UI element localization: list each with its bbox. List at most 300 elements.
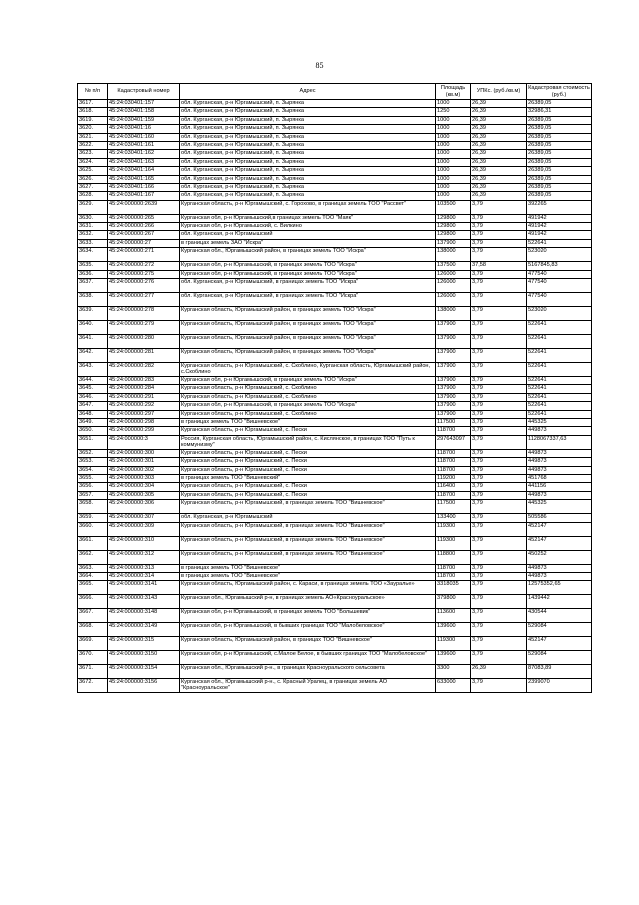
area: 118700 [436,466,471,474]
row-number: 3620. [78,125,108,133]
table-row [78,522,592,536]
cadastral-number: 45:24:000000:3150 [108,651,180,665]
area: 1250 [436,108,471,116]
row-number: 3639. [78,307,108,321]
address: Курганская область, р-н Юргамышский, в границах земель ТОО "Вишневское" [180,536,436,550]
row-number: 3668. [78,623,108,637]
area: 137900 [436,239,471,247]
table-row [78,595,592,609]
address: обл. Курганская, р-н Юргамышский, п. Зырянка [180,100,436,108]
table-row [78,564,592,572]
area: 119200 [436,474,471,482]
cadastral-number: 45:24:000000:272 [108,262,180,270]
specific-value: 3,79 [471,623,527,637]
area: 118700 [436,427,471,435]
area: 116400 [436,483,471,491]
row-number: 3634. [78,248,108,262]
area: 118700 [436,458,471,466]
cadastral-value: 522641 [527,402,592,410]
cadastral-number: 45:24:030401:164 [108,167,180,175]
address: в границах земель ТОО "Вишневское" [180,564,436,572]
row-number: 3672. [78,679,108,693]
specific-value: 26,39 [471,141,527,149]
cadastral-value: 26389,05 [527,125,592,133]
address: Курганская обл, р-н Юргамышский, с. Вилкино [180,223,436,231]
specific-value: 3,79 [471,385,527,393]
header-cadastral-value: Кадастровая стоимость (руб.) [528,85,590,98]
area: 3300 [436,665,471,679]
cadastral-value: 445325 [527,500,592,514]
address: Курганская обл, р-н Юргамышский, в бывших границах ТОО "Малобеловское" [180,623,436,637]
cadastral-number: 45:24:000000:3156 [108,679,180,693]
area: 1000 [436,167,471,175]
table-row [78,133,592,141]
address: Курганская область, р-н Юргамышский, в границах земель ТОО "Вишневское" [180,500,436,514]
specific-value: 26,39 [471,192,527,200]
specific-value: 3,79 [471,449,527,457]
cadastral-number: 45:24:030401:159 [108,116,180,124]
address: Курганская область, р-н Юргамышский, с. Горохово, в границах земель ТОО "Рассвет" [180,200,436,214]
cadastral-value: 522641 [527,385,592,393]
address: обл. Курганская, р-н Юргамышский, в границах земель ТОО "Искра" [180,293,436,307]
row-number: 3618. [78,108,108,116]
specific-value: 3,79 [471,491,527,499]
cadastral-number: 45:24:000000:3148 [108,609,180,623]
table-row [78,349,592,363]
table-row [78,637,592,651]
cadastral-number: 45:24:030401:161 [108,141,180,149]
row-number: 3648. [78,410,108,418]
cadastral-value: 491942 [527,223,592,231]
cadastral-number: 45:24:030401:163 [108,158,180,166]
cadastral-number: 45:24:000000:306 [108,500,180,514]
table-row [78,435,592,449]
specific-value: 3,79 [471,200,527,214]
area: 138000 [436,307,471,321]
address: Курганская обл, р-н Юргамышский, в границах земель ТОО "Искра" [180,402,436,410]
row-number: 3650. [78,427,108,435]
row-number: 3633. [78,239,108,247]
specific-value: 3,79 [471,214,527,222]
address: обл. Курганская, р-н Юргамышский, в границах земель ТОО "Искра" [180,279,436,293]
address: в границах земель ТОО "Вишневское" [180,418,436,426]
cadastral-number: 45:24:000000:299 [108,427,180,435]
address: Курганская область, р-н Юргамышский, с. Пески [180,427,436,435]
specific-value: 3,79 [471,564,527,572]
row-number: 3649. [78,418,108,426]
area: 117500 [436,418,471,426]
specific-value: 3,79 [471,223,527,231]
specific-value: 3,79 [471,418,527,426]
cadastral-value: 430544 [527,609,592,623]
cadastral-value: 392265 [527,200,592,214]
row-number: 3642. [78,349,108,363]
address: Курганская область, Юргамышский район, в границах земель ТОО "Искра" [180,307,436,321]
cadastral-value: 523020 [527,307,592,321]
address: обл. Курганская, р-н Юргамышский, п. Зырянка [180,141,436,149]
address: обл. Курганская, р-н Юргамышский [180,514,436,522]
table-row [78,483,592,491]
cadastral-value: 26389,05 [527,116,592,124]
specific-value: 3,79 [471,500,527,514]
address: Курганская область, р-н Юргамышский, с. Пески [180,458,436,466]
row-number: 3665. [78,581,108,595]
specific-value: 3,79 [471,483,527,491]
cadastral-value: 522641 [527,377,592,385]
header-cadastral-number: Кадастровый номер [108,84,180,100]
table-row [78,474,592,482]
row-number: 3628. [78,192,108,200]
cadastral-number: 45:24:030401:166 [108,183,180,191]
cadastral-value: 26389,05 [527,150,592,158]
cadastral-number: 45:24:000000:283 [108,377,180,385]
cadastral-value: 87083,89 [527,665,592,679]
cadastral-value: 477540 [527,279,592,293]
row-number: 3646. [78,393,108,401]
cadastral-number: 45:24:000000:309 [108,522,180,536]
page-number: 85 [315,61,324,70]
cadastral-number: 45:24:030401:160 [108,133,180,141]
row-number: 3661. [78,536,108,550]
address: Курганская обл, р-н Юргамышский,в границах земель ТОО "Маяк" [180,214,436,222]
area: 1000 [436,125,471,133]
cadastral-value: 12575352,65 [527,581,592,595]
area: 1000 [436,192,471,200]
cadastral-value: 26389,05 [527,167,592,175]
table-row [78,239,592,247]
specific-value: 3,79 [471,550,527,564]
address: Курганская обл., Юргамышский р-н, в границах земель АО«Красноуральское» [180,595,436,609]
row-number: 3666. [78,595,108,609]
area: 379800 [436,595,471,609]
cadastral-number: 45:24:000000:27 [108,239,180,247]
cadastral-value: 449873 [527,449,592,457]
specific-value: 3,79 [471,335,527,349]
cadastral-number: 45:24:000000:284 [108,385,180,393]
cadastral-value: 477540 [527,270,592,278]
address: Курганская область, р-н Юргамышский, в границах земель ТОО "Вишневское" [180,550,436,564]
area: 1000 [436,158,471,166]
cadastral-value: 26389,05 [527,158,592,166]
cadastral-number: 45:24:000000:280 [108,335,180,349]
area: 297643097 [436,435,471,449]
specific-value: 3,79 [471,435,527,449]
specific-value: 37,58 [471,262,527,270]
cadastral-value: 452147 [527,637,592,651]
address: обл. Курганская, р-н Юргамышский, п. Зырянка [180,192,436,200]
cadastral-value: 452147 [527,536,592,550]
area: 137900 [436,393,471,401]
area: 119300 [436,637,471,651]
area: 1000 [436,133,471,141]
row-number: 3631. [78,223,108,231]
table-row [78,363,592,377]
row-number: 3637. [78,279,108,293]
specific-value: 26,39 [471,133,527,141]
address: Курганская область, р-н Юргамышский, с. Пески [180,483,436,491]
table-row [78,514,592,522]
cadastral-value: 26389,05 [527,141,592,149]
table-row [78,192,592,200]
area: 118700 [436,491,471,499]
table-row [78,141,592,149]
cadastral-value: 26389,05 [527,100,592,108]
table-row [78,231,592,239]
specific-value: 3,79 [471,363,527,377]
area: 129800 [436,231,471,239]
cadastral-value: 449873 [527,564,592,572]
specific-value: 26,39 [471,665,527,679]
area: 1000 [436,100,471,108]
row-number: 3671. [78,665,108,679]
address: Курганская область, р-н Юргамышский, с. Скоблино [180,385,436,393]
cadastral-registry-table [77,83,592,693]
specific-value: 3,79 [471,536,527,550]
cadastral-number: 45:24:000000:307 [108,514,180,522]
row-number: 3630. [78,214,108,222]
row-number: 3669. [78,637,108,651]
table-row [78,402,592,410]
address: обл. Курганская, р-н Юргамышский, п. Зырянка [180,125,436,133]
row-number: 3653. [78,458,108,466]
cadastral-number: 45:24:000000:305 [108,491,180,499]
cadastral-value: 491942 [527,231,592,239]
cadastral-number: 45:24:000000:3149 [108,623,180,637]
table-row [78,125,592,133]
address: обл. Курганская, р-н Юргамышский, п. Зырянка [180,167,436,175]
row-number: 3636. [78,270,108,278]
row-number: 3617. [78,100,108,108]
specific-value: 3,79 [471,321,527,335]
specific-value: 3,79 [471,248,527,262]
table-row [78,321,592,335]
row-number: 3664. [78,572,108,580]
specific-value: 3,79 [471,307,527,321]
cadastral-number: 45:24:000000:297 [108,410,180,418]
table-row [78,377,592,385]
specific-value: 3,79 [471,402,527,410]
table-row [78,449,592,457]
cadastral-number: 45:24:000000:304 [108,483,180,491]
cadastral-value: 522641 [527,321,592,335]
cadastral-number: 45:24:000000:312 [108,550,180,564]
row-number: 3660. [78,522,108,536]
specific-value: 3,79 [471,293,527,307]
cadastral-value: 523020 [527,248,592,262]
address: Курганская область, Юргамышский район, в границах земель ТОО "Искра" [180,349,436,363]
cadastral-value: 522641 [527,349,592,363]
address: в границах земель ТОО "Вишневское" [180,572,436,580]
cadastral-number: 45:24:000000:266 [108,223,180,231]
area: 118700 [436,564,471,572]
area: 118700 [436,449,471,457]
row-number: 3623. [78,150,108,158]
table-row [78,665,592,679]
cadastral-number: 45:24:000000:298 [108,418,180,426]
area: 137900 [436,410,471,418]
area: 1000 [436,116,471,124]
area: 129800 [436,214,471,222]
specific-value: 26,39 [471,116,527,124]
cadastral-number: 45:24:030401:157 [108,100,180,108]
cadastral-value: 449873 [527,572,592,580]
row-number: 3635. [78,262,108,270]
cadastral-value: 26389,05 [527,183,592,191]
area: 126000 [436,279,471,293]
cadastral-number: 45:24:030401:165 [108,175,180,183]
specific-value: 3,79 [471,572,527,580]
address: Курганская область, Юргамышский район, в границах ТОО "Вишневское" [180,637,436,651]
address: обл. Курганская, р-н Юргамышский, п. Зырянка [180,158,436,166]
row-number: 3659. [78,514,108,522]
table-row [78,500,592,514]
address: обл. Курганская, р-н Юргамышский, п. Зырянка [180,108,436,116]
row-number: 3627. [78,183,108,191]
area: 137900 [436,321,471,335]
area: 126000 [436,270,471,278]
row-number: 3663. [78,564,108,572]
area: 1000 [436,141,471,149]
cadastral-value: 445325 [527,418,592,426]
area: 137500 [436,262,471,270]
area: 137900 [436,349,471,363]
cadastral-value: 522641 [527,410,592,418]
cadastral-value: 450252 [527,550,592,564]
row-number: 3622. [78,141,108,149]
header-area: Площадь (кв.м) [436,84,471,100]
cadastral-number: 45:24:030401:16 [108,125,180,133]
cadastral-number: 45:24:000000:267 [108,231,180,239]
address: Курганская область, р-н Юргамышский, в границах земель ТОО "Вишневское" [180,522,436,536]
table-row [78,536,592,550]
specific-value: 26,39 [471,167,527,175]
area: 118700 [436,572,471,580]
cadastral-number: 45:24:030401:162 [108,150,180,158]
specific-value: 26,39 [471,158,527,166]
cadastral-number: 45:24:000000:314 [108,572,180,580]
cadastral-number: 45:24:000000:271 [108,248,180,262]
row-number: 3641. [78,335,108,349]
table-row [78,427,592,435]
cadastral-number: 45:24:000000:315 [108,637,180,651]
table-row [78,307,592,321]
row-number: 3662. [78,550,108,564]
cadastral-value: 26389,05 [527,192,592,200]
specific-value: 3,79 [471,349,527,363]
cadastral-number: 45:24:000000:3141 [108,581,180,595]
cadastral-number: 45:24:000000:2639 [108,200,180,214]
cadastral-value: 1128067337,63 [527,435,592,449]
area: 139600 [436,623,471,637]
area: 126000 [436,293,471,307]
table-row [78,550,592,564]
address: Курганская область, р-н Юргамышский, с. Пески [180,491,436,499]
row-number: 3644. [78,377,108,385]
address: Курганская область, р-н Юргамышский, с. Пески [180,466,436,474]
row-number: 3647. [78,402,108,410]
table-row [78,279,592,293]
row-number: 3651. [78,435,108,449]
table-row [78,150,592,158]
table-row [78,270,592,278]
address: Курганская область, р-н Юргамышский, с. Скоблино, Курганская область, Юргамышский район, с.Скоблино [180,363,436,377]
cadastral-value: 522641 [527,239,592,247]
cadastral-number: 45:24:000000:279 [108,321,180,335]
specific-value: 3,79 [471,410,527,418]
cadastral-number: 45:24:030401:167 [108,192,180,200]
row-number: 3624. [78,158,108,166]
table-row [78,183,592,191]
row-number: 3670. [78,651,108,665]
area: 103500 [436,200,471,214]
area: 133400 [436,514,471,522]
cadastral-number: 45:24:000000:313 [108,564,180,572]
cadastral-value: 449873 [527,466,592,474]
table-row [78,116,592,124]
specific-value: 3,79 [471,637,527,651]
cadastral-number: 45:24:000000:310 [108,536,180,550]
row-number: 3667. [78,609,108,623]
address: Курганская обл., Юргамышский район, в границах земель ТОО "Искра" [180,248,436,262]
specific-value: 3,79 [471,231,527,239]
table-row [78,167,592,175]
specific-value: 26,39 [471,125,527,133]
cadastral-number: 45:24:000000:277 [108,293,180,307]
cadastral-value: 1439442 [527,595,592,609]
specific-value: 3,79 [471,427,527,435]
cadastral-number: 45:24:000000:275 [108,270,180,278]
specific-value: 3,79 [471,458,527,466]
specific-value: 26,39 [471,150,527,158]
row-number: 3625. [78,167,108,175]
table-row [78,410,592,418]
table-row [78,418,592,426]
cadastral-value: 449873 [527,491,592,499]
area: 137900 [436,402,471,410]
address: Курганская область, Юргамышский район, в границах земель ТОО "Искра" [180,321,436,335]
table-row [78,200,592,214]
cadastral-value: 477540 [527,293,592,307]
row-number: 3656. [78,483,108,491]
area: 138000 [436,248,471,262]
specific-value: 26,39 [471,183,527,191]
area: 1000 [436,183,471,191]
table-row [78,108,592,116]
cadastral-value: 529084 [527,651,592,665]
area: 137900 [436,335,471,349]
table-row [78,393,592,401]
specific-value: 3,79 [471,514,527,522]
table-header-row [78,84,592,100]
row-number: 3655. [78,474,108,482]
specific-value: 3,79 [471,522,527,536]
header-specific-value: УПКс. (руб./кв.м) [471,84,527,100]
row-number: 3629. [78,200,108,214]
specific-value: 3,79 [471,679,527,693]
area: 117500 [436,500,471,514]
address: Курганская обл, р-н Юргамышский, в границах земель ТОО "Искра" [180,262,436,270]
address: Курганская обл., Юргамышский р-н., в границах Красноуральского сельсовета [180,665,436,679]
area: 129800 [436,223,471,231]
cadastral-value: 5167845,83 [527,262,592,270]
address: Курганская обл, р-н Юргамышский, с.Малое Белое, в бывших границах ТОО "Малобеловское" [180,651,436,665]
table-row [78,175,592,183]
address: Курганская обл, р-н Юргамышский, в границах земель ТОО "Искра" [180,270,436,278]
cadastral-value: 449873 [527,458,592,466]
area: 137900 [436,363,471,377]
cadastral-number: 45:24:000000:300 [108,449,180,457]
table-row [78,609,592,623]
